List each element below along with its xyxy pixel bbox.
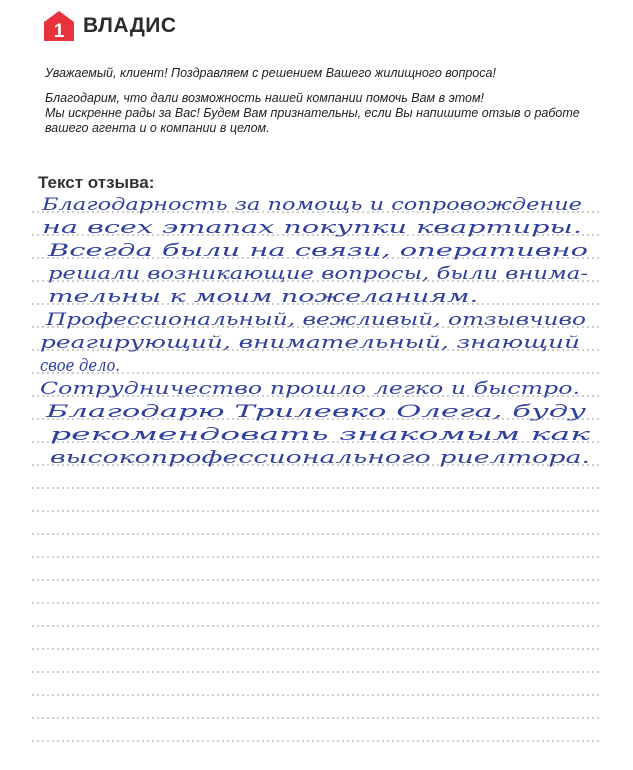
brand-logo xyxy=(42,8,177,44)
badge-digit: 1 xyxy=(53,21,65,42)
handwritten-line: реагирующий, внимательный, знающий xyxy=(40,333,580,353)
intro-text xyxy=(45,66,605,136)
intro-line-3: Мы искренне рады за Вас! Будем Вам признательны, если Вы напишите отзыв о работе xyxy=(45,106,580,120)
handwritten-line: свое дело. xyxy=(40,356,120,376)
handwritten-line: на всех этапах покупки квартиры. xyxy=(42,218,582,238)
intro-greeting: Уважаемый, клиент! Поздравляем с решением Вашего жилищного вопроса! xyxy=(45,66,496,80)
review-title: Текст отзыва: xyxy=(38,173,155,192)
intro-line-2: Благодарим, что дали возможность нашей компании помочь Вам в этом! xyxy=(45,91,485,105)
handwritten-line: Благодарю Трилевко Олега, буду xyxy=(44,402,587,422)
handwritten-line: Профессиональный, вежливый, отзывчиво xyxy=(44,310,587,330)
handwritten-line: рекомендовать знакомым как xyxy=(50,425,592,445)
handwritten-line: Всегда были на связи, оперативно xyxy=(46,241,588,261)
handwritten-line: тельны к моим пожеланиям. xyxy=(48,287,478,307)
handwritten-line: решали возникающие вопросы, были внима- xyxy=(48,264,589,284)
handwritten-line: высокопрофессионального риелтора. xyxy=(50,448,590,468)
brand-name: ВЛАДИС xyxy=(83,14,177,37)
intro-line-4: вашего агента и о компании в целом. xyxy=(45,121,270,135)
house-badge-icon xyxy=(42,9,76,43)
ruled-lines xyxy=(32,210,602,770)
handwritten-line: Благодарность за помощь и сопровождение xyxy=(40,195,582,215)
handwritten-line: Сотрудничество прошло легко и быстро. xyxy=(40,379,580,399)
